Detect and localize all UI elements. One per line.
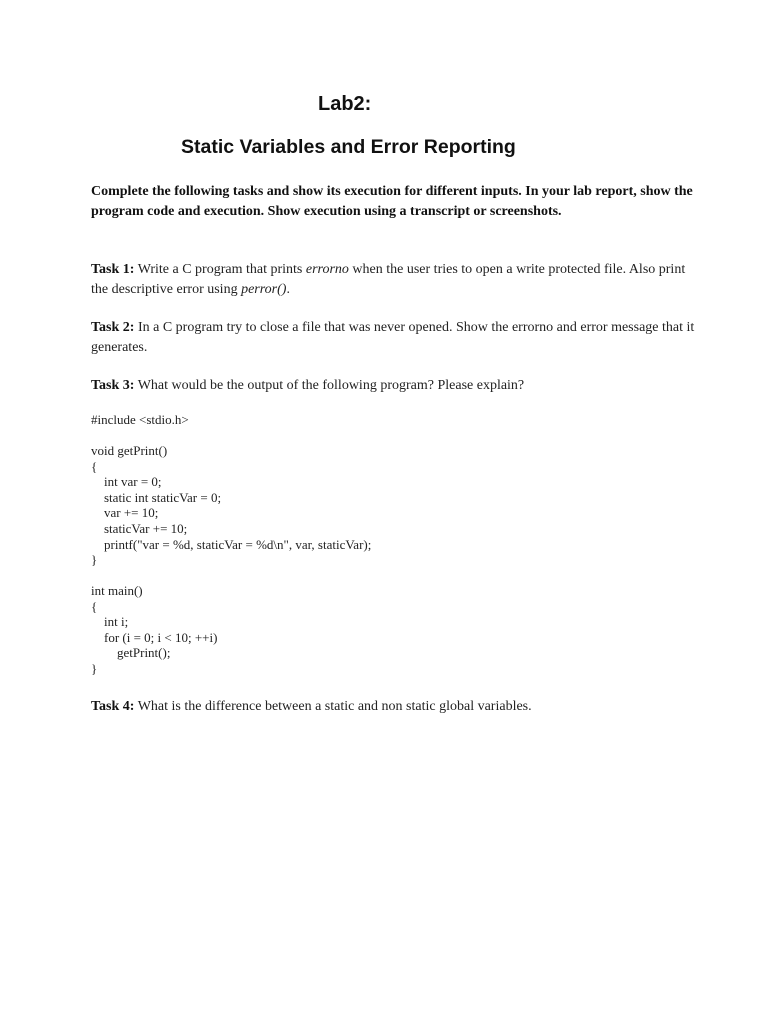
task-2-label: Task 2: bbox=[91, 320, 135, 335]
task-2-text: In a C program try to close a file that was never opened. Show the errorno and error message that it generates. bbox=[91, 320, 695, 355]
task-1-text-end: . bbox=[286, 282, 290, 297]
lab-title: Lab2: bbox=[318, 93, 372, 115]
task-3-label: Task 3: bbox=[91, 378, 135, 393]
task-1-text: Write a C program that prints bbox=[134, 262, 306, 277]
task-4 bbox=[91, 697, 701, 717]
task-1-text-cont: when the user tries to open a write protected file. Also print the descriptive error using bbox=[91, 262, 686, 297]
code-getprint-function: void getPrint() { int var = 0; static int staticVar = 0; var += 10; staticVar += 10; printf("var = %d, staticVar = %d\n", var, staticVar); } bbox=[91, 443, 372, 568]
task-1-errorno: errorno bbox=[305, 262, 349, 277]
task-2 bbox=[91, 318, 701, 358]
task-1 bbox=[91, 260, 701, 300]
page-title: Static Variables and Error Reporting bbox=[181, 136, 516, 158]
task-3 bbox=[91, 376, 701, 396]
task-1-perror: perror() bbox=[241, 282, 287, 297]
task-1-label: Task 1: bbox=[91, 262, 135, 277]
code-include: #include <stdio.h> bbox=[91, 412, 189, 427]
code-main-function: int main() { int i; for (i = 0; i < 10; ++i) getPrint(); } bbox=[91, 583, 218, 676]
task-4-text: What is the difference between a static and non static global variables. bbox=[134, 699, 532, 714]
intro-paragraph: Complete the following tasks and show its execution for different inputs. In your lab report, show the program code and execution. Show execution using a transcript or screenshots. bbox=[91, 184, 693, 219]
task-4-label: Task 4: bbox=[91, 699, 135, 714]
task-3-text: What would be the output of the following program? Please explain? bbox=[134, 378, 525, 393]
